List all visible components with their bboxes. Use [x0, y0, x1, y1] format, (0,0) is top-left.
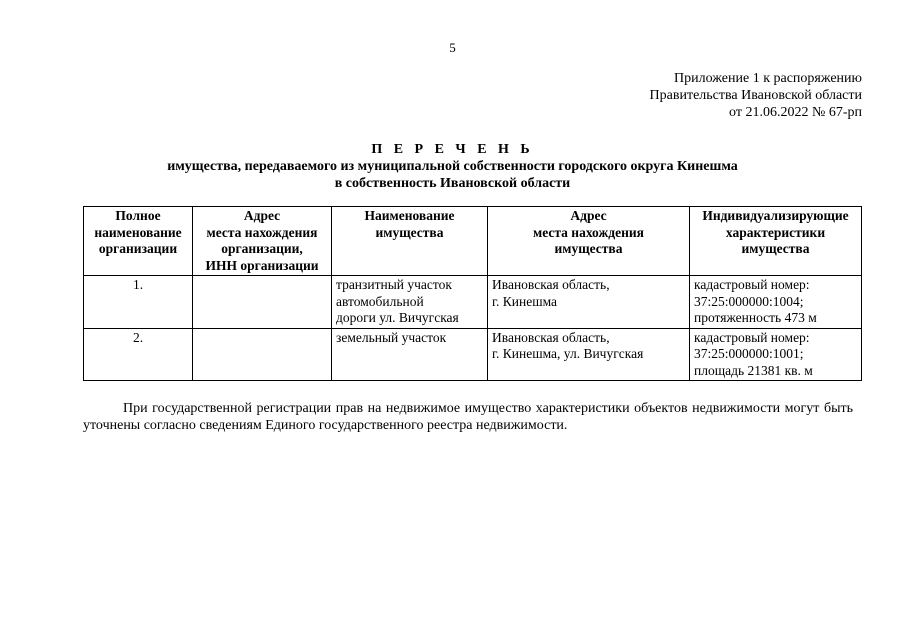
- appendix-line-2: Правительства Ивановской области: [649, 88, 862, 103]
- row-number: 2.: [84, 328, 193, 381]
- header-property-name: Наименование имущества: [332, 207, 488, 276]
- note-paragraph: При государственной регистрации прав на недвижимое имущество характеристики объектов недвижимости могут быть уточнены согласно сведениям Единого государственного реестра недвижимости.: [83, 401, 853, 433]
- row-number: 1.: [84, 276, 193, 329]
- appendix-line-1: Приложение 1 к распоряжению: [674, 71, 862, 86]
- row-property-address: Ивановская область, г. Кинешма, ул. Вичугская: [488, 328, 690, 381]
- title-subtitle-1: имущества, передаваемого из муниципальной собственности городского округа Кинешма: [167, 159, 738, 174]
- row-org-address: [193, 328, 332, 381]
- document-title: [0, 141, 905, 192]
- table-row: [84, 328, 862, 381]
- header-org-address: Адрес места нахождения организации, ИНН организации: [193, 207, 332, 276]
- page-number: 5: [449, 40, 456, 55]
- row-characteristics: кадастровый номер: 37:25:000000:1004; протяженность 473 м: [690, 276, 862, 329]
- appendix-line-3: от 21.06.2022 № 67-рп: [729, 105, 862, 120]
- row-property-name: земельный участок: [332, 328, 488, 381]
- header-characteristics: Индивидуализирующие характеристики имущества: [690, 207, 862, 276]
- row-characteristics: кадастровый номер: 37:25:000000:1001; площадь 21381 кв. м: [690, 328, 862, 381]
- row-property-address: Ивановская область, г. Кинешма: [488, 276, 690, 329]
- row-org-address: [193, 276, 332, 329]
- table-row: [84, 276, 862, 329]
- header-property-address: Адрес места нахождения имущества: [488, 207, 690, 276]
- title-main: П Е Р Е Ч Е Н Ь: [371, 142, 534, 157]
- appendix-header: [650, 70, 862, 121]
- table-header-row: [84, 207, 862, 276]
- property-table: [83, 206, 862, 381]
- row-property-name: транзитный участок автомобильной дороги ул. Вичугская: [332, 276, 488, 329]
- header-org-name: Полное наименование организации: [84, 207, 193, 276]
- title-subtitle-2: в собственность Ивановской области: [334, 176, 571, 191]
